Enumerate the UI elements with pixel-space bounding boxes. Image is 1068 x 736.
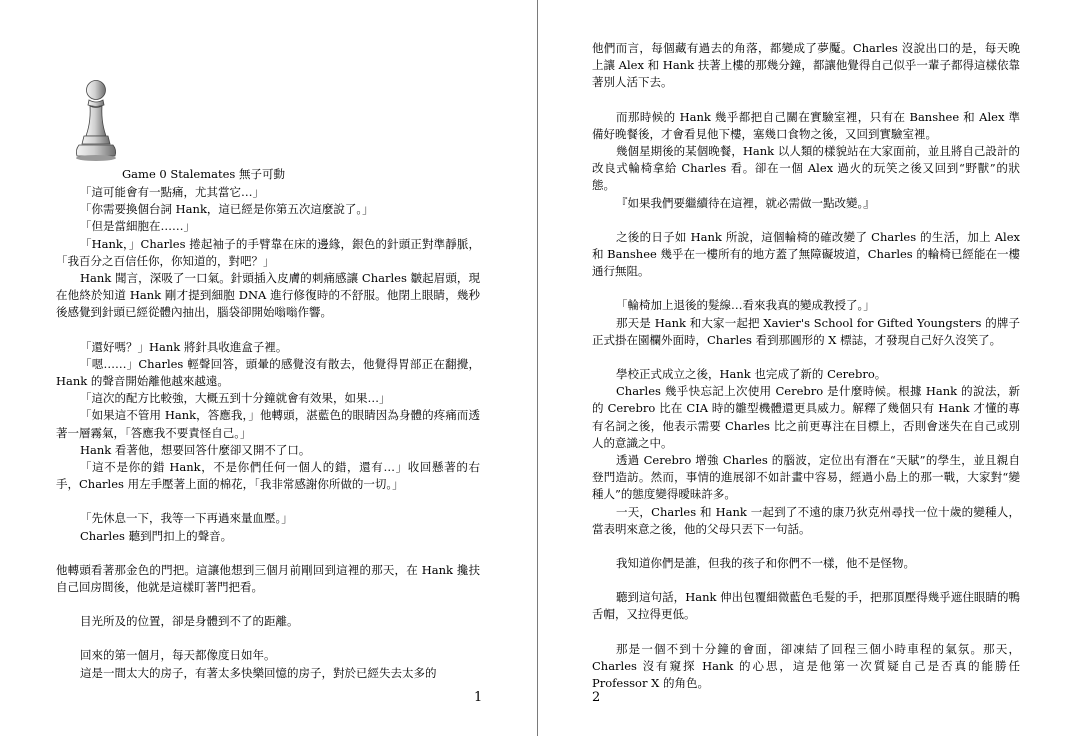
paragraph: Hank 聞言，深吸了一口氣。針頭插入皮膚的刺痛感讓 Charles 皺起眉頭，現在他終於知道 Hank 剛才提到細胞 DNA 進行修復時的不舒服。他閉上眼睛，幾秒後感覺到針頭已經從體內抽出，腦袋卻開始嗡嗡作響。 [56, 271, 480, 320]
paragraph-spacer [592, 624, 1020, 641]
paragraph: 而那時候的 Hank 幾乎都把自己關在實驗室裡，只有在 Banshee 和 Alex 準備好晚餐後，才會看見他下樓，塞幾口食物之後，又回到實驗室裡。 [592, 109, 1020, 141]
paragraph: Charles 聽到門扣上的聲音。 [80, 528, 233, 543]
paragraph-spacer [56, 322, 480, 339]
page-divider [537, 0, 538, 736]
paragraph-spacer [592, 92, 1020, 109]
paragraph: 一天，Charles 和 Hank 一起到了不遠的康乃狄克州尋找一位十歲的變種人，當表明來意之後，他的父母只丟下一句話。 [592, 504, 1020, 536]
paragraph: 「但是當細胞在……」 [80, 219, 195, 234]
paragraph: 目光所及的位置，卻是身體到不了的距離。 [80, 614, 299, 629]
right-page-text [592, 40, 1020, 692]
page-number-left: 1 [474, 690, 483, 705]
paragraph: 他轉頭看著那金色的門把。這讓他想到三個月前剛回到這裡的那天，在 Hank 攙扶自己回房間後，他就是這樣盯著門把看。 [56, 562, 480, 595]
paragraph-spacer [592, 538, 1020, 555]
paragraph: 「輪椅加上退後的髮線…看來我真的變成教授了。」 [616, 298, 875, 313]
chapter-title: Game 0 Stalemates 無子可動 [122, 167, 285, 181]
page-number-right: 2 [592, 690, 601, 705]
paragraph: 「如果這不管用 Hank，答應我，」他轉頭，湛藍色的眼睛因為身體的疼痛而透著一層霧氣，「答應我不要責怪自己。」 [56, 408, 480, 440]
left-page-text [56, 184, 480, 682]
paragraph: 回來的第一個月，每天都像度日如年。 [80, 648, 276, 663]
paragraph-spacer [592, 280, 1020, 297]
paragraph-spacer [592, 212, 1020, 229]
paragraph: 他們而言，每個藏有過去的角落，都變成了夢魘。Charles 沒說出口的是，每天晚上讓 Alex 和 Hank 扶著上樓的那幾分鐘，都讓他覺得自己似乎一輩子都得這樣依靠著別人活下去。 [592, 41, 1020, 90]
paragraph: 「這可能會有一點痛，尤其當它…」 [80, 185, 264, 199]
paragraph: 「嗯……」Charles 輕聲回答，頭暈的感覺沒有散去，他覺得胃部正在翻攪，Hank 的聲音開始離他越來越遠。 [56, 356, 480, 389]
chess-pawn-icon [74, 78, 118, 168]
paragraph-spacer [56, 596, 480, 613]
right-page [540, 0, 1068, 736]
paragraph: 我知道你們是誰，但我的孩子和你們不一樣，他不是怪物。 [616, 556, 915, 571]
paragraph: 透過 Cerebro 增強 Charles 的腦波，定位出有潛在“天賦”的學生，並且親自登門造訪。然而，事情的進展卻不如計畫中容易，經過小島上的那一戰，大家對“變種人”的態度變得曖昧許多。 [592, 453, 1020, 502]
paragraph: 「先休息一下，我等一下再過來量血壓。」 [80, 511, 293, 526]
paragraph-spacer [56, 630, 480, 647]
paragraph: 「你需要換個台詞 Hank，這已經是你第五次這麼說了。」 [80, 202, 374, 217]
paragraph: 「這次的配方比較強，大概五到十分鐘就會有效果，如果…」 [80, 391, 391, 406]
paragraph: Charles 幾乎快忘記上次使用 Cerebro 是什麼時候。根據 Hank 的說法，新的 Cerebro 比在 CIA 時的雛型機體還更具威力。解釋了幾個只有 Hank 才懂的專有名詞之後，他表示需要 Charles 比之前更專注在目標上，否則會迷失在自己或別人的意識之中。 [592, 384, 1020, 450]
paragraph: 「還好嗎？」Hank 將針具收進盒子裡。 [80, 339, 288, 354]
paragraph: 『如果我們要繼續待在這裡，就必需做一點改變。』 [616, 195, 875, 210]
paragraph: 「這不是你的錯 Hank，不是你們任何一個人的錯，還有…」收回懸著的右手，Charles 用左手壓著上面的棉花，「我非常感謝你所做的一切。」 [56, 460, 480, 492]
chapter-header [56, 26, 480, 184]
paragraph-spacer [56, 545, 480, 562]
paragraph: 「Hank，」Charles 捲起袖子的手臂靠在床的邊緣，銀色的針頭正對準靜脈，「我百分之百信任你，你知道的，對吧？」 [56, 236, 480, 268]
paragraph: 這是一間太大的房子，有著太多快樂回憶的房子，對於已經失去太多的 [80, 665, 437, 680]
paragraph-spacer [56, 493, 480, 510]
paragraph: 幾個星期後的某個晚餐，Hank 以人類的樣貌站在大家面前，並且將自己設計的改良式輪椅拿給 Charles 看。卻在一個 Alex 過火的玩笑之後又回到“野獸”的狀態。 [592, 144, 1020, 193]
paragraph: Hank 看著他，想要回答什麼卻又開不了口。 [80, 442, 311, 457]
paragraph-spacer [592, 349, 1020, 366]
paragraph: 學校正式成立之後，Hank 也完成了新的 Cerebro。 [616, 367, 887, 382]
paragraph-spacer [592, 572, 1020, 589]
paragraph: 之後的日子如 Hank 所說，這個輪椅的確改變了 Charles 的生活，加上 Alex 和 Banshee 幾乎在一樓所有的地方蓋了無障礙坡道，Charles 的輪椅已經能在一樓通行無阻。 [592, 229, 1020, 279]
paragraph: 那天是 Hank 和大家一起把 Xavier's School for Gifted Youngsters 的牌子正式掛在園欄外面時，Charles 看到那圓形的 X 標誌，才發現自己好久沒笑了。 [592, 315, 1020, 347]
paragraph: 那是一個不到十分鐘的會面，卻凍結了回程三個小時車程的氣氛。那天，Charles 沒有窺探 Hank 的心思，這是他第一次質疑自己是否真的能勝任 Professor X 的角色。 [592, 641, 1020, 691]
paragraph: 聽到這句話，Hank 伸出包覆細微藍色毛髮的手，把那頂壓得幾乎遮住眼睛的鴨舌帽，又拉得更低。 [592, 590, 1020, 622]
